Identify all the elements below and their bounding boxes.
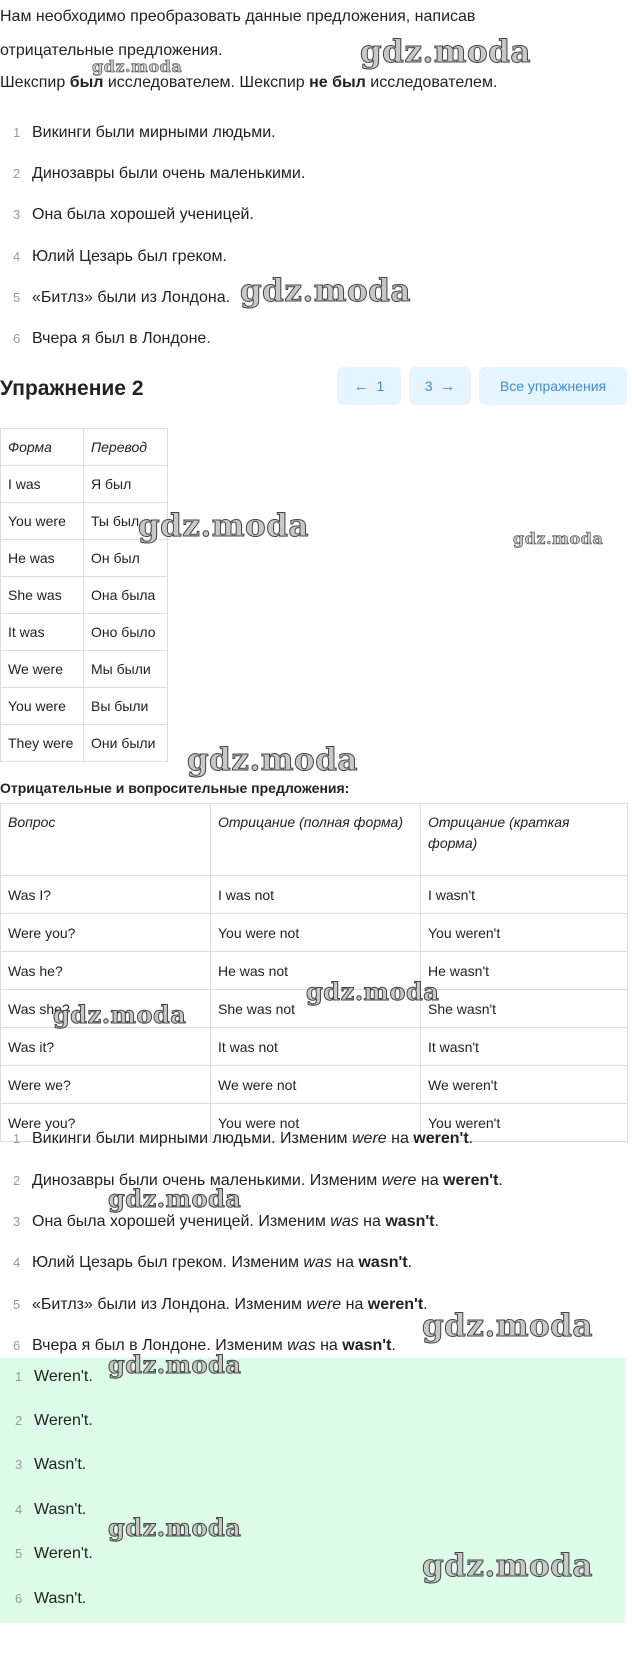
- table-cell: Was it?: [1, 1028, 211, 1066]
- arrow-right-icon: →: [440, 378, 456, 395]
- table-row: [1, 1028, 628, 1066]
- answer-text: Wasn't.: [34, 1590, 87, 1607]
- item-connector: на: [416, 1172, 444, 1189]
- item-end: .: [423, 1296, 428, 1313]
- negations-table: [0, 803, 628, 1142]
- item-number: 2: [15, 1413, 23, 1428]
- table-cell: It was: [1, 614, 84, 651]
- table-header: Форма: [1, 429, 84, 466]
- table-cell: He wasn't: [421, 952, 628, 990]
- table-cell: Was he?: [1, 952, 211, 990]
- item-text: Вчера я был в Лондоне.: [32, 330, 211, 347]
- item-word: was: [287, 1337, 316, 1354]
- watermark: gdz.moda: [108, 1184, 242, 1213]
- table-cell: She was: [1, 577, 84, 614]
- item-text: [32, 1252, 412, 1274]
- item-number: 4: [13, 249, 21, 264]
- exercise-title: Упражнение 2: [0, 377, 144, 400]
- table-cell: You weren't: [421, 914, 628, 952]
- table-cell: Were you?: [1, 914, 211, 952]
- table-cell: We weren't: [421, 1066, 628, 1104]
- answer-text: Wasn't.: [34, 1501, 87, 1518]
- negative-questions-heading: Отрицательные и вопросительные предложения:: [0, 780, 350, 796]
- item-result: wasn't: [385, 1213, 435, 1230]
- answer-text: Wasn't.: [34, 1456, 87, 1473]
- item-connector: на: [341, 1296, 368, 1313]
- table-row: [1, 688, 168, 725]
- item-number: 1: [13, 1131, 21, 1146]
- table-header: Перевод: [84, 429, 168, 466]
- table-row: [1, 466, 168, 503]
- item-number: 3: [13, 207, 21, 222]
- table-header: Отрицание (полная форма): [211, 804, 421, 876]
- item-result: weren't: [367, 1296, 424, 1313]
- intro-line-2: отрицательные предложения.: [0, 42, 223, 59]
- table-cell: You weren't: [421, 1104, 628, 1142]
- table-header-row: [1, 804, 628, 876]
- table-cell: Were you?: [1, 1104, 211, 1142]
- table-cell: You were not: [211, 914, 421, 952]
- item-number: 2: [13, 166, 21, 181]
- item-word: was: [330, 1213, 359, 1230]
- answer-text: Weren't.: [34, 1545, 93, 1562]
- table-cell: You were not: [211, 1104, 421, 1142]
- item-result: weren't: [413, 1130, 469, 1147]
- prev-label: 1: [376, 378, 385, 394]
- item-number: 5: [15, 1546, 23, 1561]
- table-cell: I was not: [211, 876, 421, 914]
- arrow-left-icon: ←: [353, 378, 369, 395]
- item-number: 3: [15, 1457, 23, 1472]
- table-header: Вопрос: [1, 804, 211, 876]
- next-label: 3: [424, 378, 433, 394]
- table-header: Отрицание (краткая форма): [421, 804, 628, 876]
- table-row: [1, 577, 168, 614]
- watermark: gdz.moda: [306, 977, 440, 1006]
- item-end: .: [468, 1130, 474, 1147]
- item-number: 6: [13, 331, 21, 346]
- item-end: .: [407, 1254, 413, 1271]
- answer-text: Weren't.: [34, 1368, 93, 1385]
- watermark: gdz.moda: [360, 34, 531, 70]
- intro-example: [0, 72, 497, 93]
- watermark: gdz.moda: [422, 1548, 593, 1584]
- table-row: [1, 1066, 628, 1104]
- answer-text: Weren't.: [34, 1412, 93, 1429]
- item-text: Юлий Цезарь был греком.: [32, 248, 227, 265]
- item-connector: на: [315, 1337, 343, 1354]
- table-cell: Мы были: [84, 651, 168, 688]
- item-number: 2: [13, 1173, 21, 1188]
- table-cell: Were we?: [1, 1066, 211, 1104]
- item-end: .: [391, 1337, 396, 1354]
- table-cell: He was not: [211, 952, 421, 990]
- table-cell: Они были: [84, 725, 168, 762]
- item-sentence: Юлий Цезарь был греком. Изменим: [32, 1254, 304, 1271]
- item-word: were: [306, 1296, 342, 1313]
- table-row: [1, 876, 628, 914]
- table-row: [1, 914, 628, 952]
- table-cell: Она была: [84, 577, 168, 614]
- example-part: Шекспир: [0, 74, 70, 91]
- watermark: gdz.moda: [108, 1350, 242, 1379]
- table-cell: I was: [1, 466, 84, 503]
- item-number: 5: [13, 1297, 21, 1312]
- item-connector: на: [331, 1254, 359, 1271]
- item-sentence: «Битлз» были из Лондона. Изменим: [32, 1296, 307, 1313]
- all-label: Все упражнения: [499, 378, 607, 394]
- watermark: gdz.moda: [240, 273, 411, 309]
- item-text: Викинги были мирными людьми.: [32, 124, 276, 141]
- item-number: 4: [15, 1502, 23, 1517]
- forms-table: [0, 428, 168, 762]
- table-cell: He was: [1, 540, 84, 577]
- table-cell: It was not: [211, 1028, 421, 1066]
- item-text: [32, 1128, 473, 1150]
- all-exercises-button[interactable]: [479, 367, 627, 405]
- item-word: were: [351, 1130, 387, 1147]
- item-number: 3: [13, 1214, 21, 1229]
- table-cell: I wasn't: [421, 876, 628, 914]
- item-number: 6: [15, 1591, 23, 1606]
- item-end: .: [434, 1213, 439, 1230]
- example-part: исследователем. Шекспир: [103, 74, 310, 91]
- example-bold: был: [69, 74, 104, 91]
- item-number: 4: [13, 1255, 21, 1270]
- watermark: gdz.moda: [422, 1308, 593, 1344]
- item-result: wasn't: [358, 1254, 408, 1271]
- item-end: .: [498, 1172, 503, 1189]
- prev-exercise-button[interactable]: [337, 367, 401, 405]
- next-exercise-button[interactable]: [409, 367, 471, 405]
- item-connector: на: [386, 1130, 414, 1147]
- table-cell: She wasn't: [421, 990, 628, 1028]
- table-row: [1, 614, 168, 651]
- watermark: gdz.moda: [53, 1000, 187, 1029]
- table-cell: Вы были: [84, 688, 168, 725]
- table-cell: Ты был: [84, 503, 168, 540]
- item-number: 1: [15, 1369, 23, 1384]
- table-cell: It wasn't: [421, 1028, 628, 1066]
- item-word: were: [381, 1172, 417, 1189]
- table-row: [1, 540, 168, 577]
- item-text: Динозавры были очень маленькими.: [32, 165, 306, 182]
- item-sentence: Вчера я был в Лондоне. Изменим: [32, 1337, 288, 1354]
- item-result: weren't: [443, 1172, 499, 1189]
- table-cell: We were: [1, 651, 84, 688]
- item-sentence: Она была хорошей ученицей. Изменим: [32, 1213, 331, 1230]
- table-cell: We were not: [211, 1066, 421, 1104]
- table-cell: Was I?: [1, 876, 211, 914]
- table-header-row: [1, 429, 168, 466]
- item-text: [32, 1170, 503, 1192]
- item-sentence: Динозавры были очень маленькими. Изменим: [32, 1172, 382, 1189]
- item-number: 1: [13, 125, 21, 140]
- item-word: was: [303, 1254, 332, 1271]
- watermark: gdz.moda: [138, 508, 309, 544]
- watermark: gdz.moda: [187, 742, 358, 778]
- table-cell: Was she?: [1, 990, 211, 1028]
- table-row: [1, 651, 168, 688]
- example-part: исследователем.: [365, 74, 498, 91]
- table-row: [1, 725, 168, 762]
- table-cell: Оно было: [84, 614, 168, 651]
- item-number: 6: [13, 1338, 21, 1353]
- table-cell: Я был: [84, 466, 168, 503]
- table-cell: You were: [1, 688, 84, 725]
- item-text: [32, 1294, 428, 1316]
- table-cell: Он был: [84, 540, 168, 577]
- watermark: gdz.moda: [92, 57, 183, 76]
- item-connector: на: [358, 1213, 386, 1230]
- watermark: gdz.moda: [108, 1513, 242, 1542]
- table-cell: You were: [1, 503, 84, 540]
- example-bold: не был: [309, 74, 366, 91]
- item-result: wasn't: [342, 1337, 392, 1354]
- item-sentence: Викинги были мирными людьми. Изменим: [32, 1130, 352, 1147]
- intro-line-1: Нам необходимо преобразовать данные предложения, написав: [0, 8, 476, 25]
- item-text: Она была хорошей ученицей.: [32, 206, 254, 223]
- item-text: [32, 1211, 439, 1233]
- item-number: 5: [13, 290, 21, 305]
- item-text: «Битлз» были из Лондона.: [32, 289, 231, 306]
- table-cell: They were: [1, 725, 84, 762]
- table-cell: She was not: [211, 990, 421, 1028]
- watermark: gdz.moda: [513, 529, 604, 548]
